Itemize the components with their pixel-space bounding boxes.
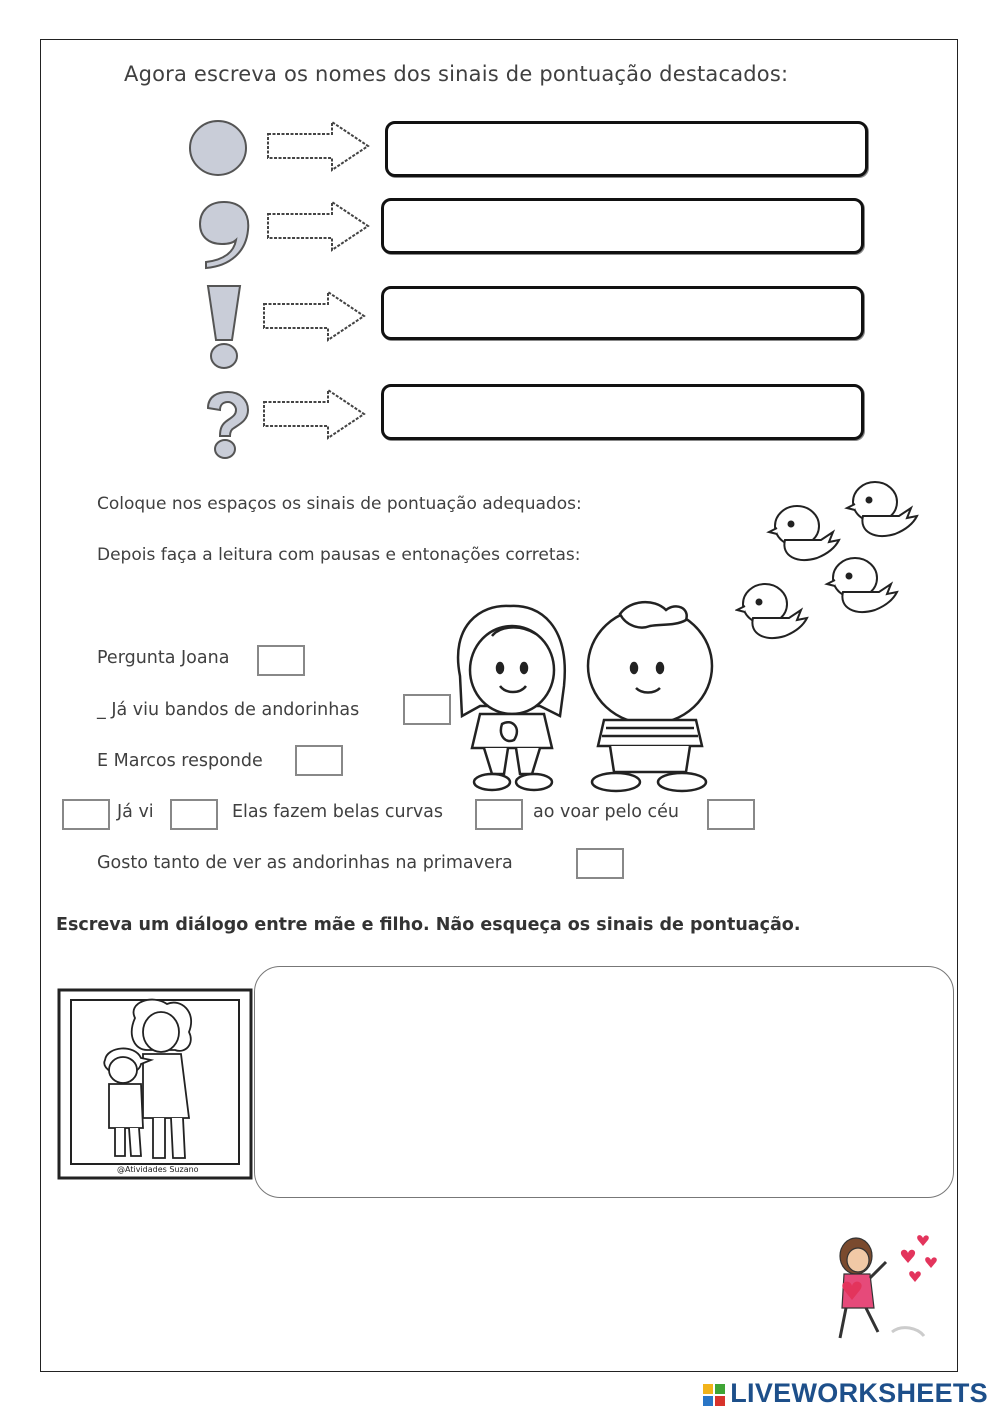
punctuation-input-5[interactable] [170,799,218,830]
punctuation-input-6[interactable] [475,799,523,830]
instruction-read-aloud: Depois faça a leitura com pausas e entonações corretas: [97,545,581,565]
question-icon [200,390,254,460]
sentence-line-4-part2: Elas fazem belas curvas [232,802,444,822]
exclamation-icon [202,282,246,372]
punctuation-input-4[interactable] [62,799,110,830]
punctuation-input-1[interactable] [257,645,305,676]
brand-name: LIVEWORKSHEETS [730,1378,988,1408]
sentence-line-1: Pergunta Joana [97,648,230,668]
arrow-icon [260,288,370,344]
teacher-hearts-illustration [822,1228,942,1348]
liveworksheets-logo [702,1378,988,1409]
arrow-icon [260,386,370,442]
answer-field-exclamation[interactable] [381,286,864,340]
section-heading-punctuation-names: Agora escreva os nomes dos sinais de pontuação destacados: [124,62,789,86]
mother-son-illustration [57,988,253,1180]
dialog-instruction: Escreva um diálogo entre mãe e filho. Não esqueça os sinais de pontuação. [56,915,801,935]
children-illustration [440,596,740,796]
sentence-line-5: Gosto tanto de ver as andorinhas na primavera [97,853,513,873]
dialog-writing-area[interactable] [254,966,954,1198]
arrow-icon [264,198,374,254]
period-icon [188,118,248,178]
comma-icon [196,198,252,270]
punctuation-input-3[interactable] [295,745,343,776]
answer-field-period[interactable] [385,121,868,177]
answer-field-comma[interactable] [381,198,864,254]
punctuation-input-2[interactable] [403,694,451,725]
sentence-line-4-part1: Já vi [117,802,154,822]
sentence-line-4-part3: ao voar pelo céu [533,802,680,822]
answer-field-question[interactable] [381,384,864,440]
sentence-line-3: E Marcos responde [97,751,263,771]
instruction-fill-punctuation: Coloque nos espaços os sinais de pontuação adequados: [97,494,582,514]
punctuation-input-7[interactable] [707,799,755,830]
punctuation-input-8[interactable] [576,848,624,879]
sentence-line-2: _ Já viu bandos de andorinhas [97,700,360,720]
liveworksheets-logo-icon [702,1383,726,1407]
arrow-icon [264,118,374,174]
swallows-illustration [735,476,935,666]
image-caption: @Atividades Suzano [117,1165,199,1174]
